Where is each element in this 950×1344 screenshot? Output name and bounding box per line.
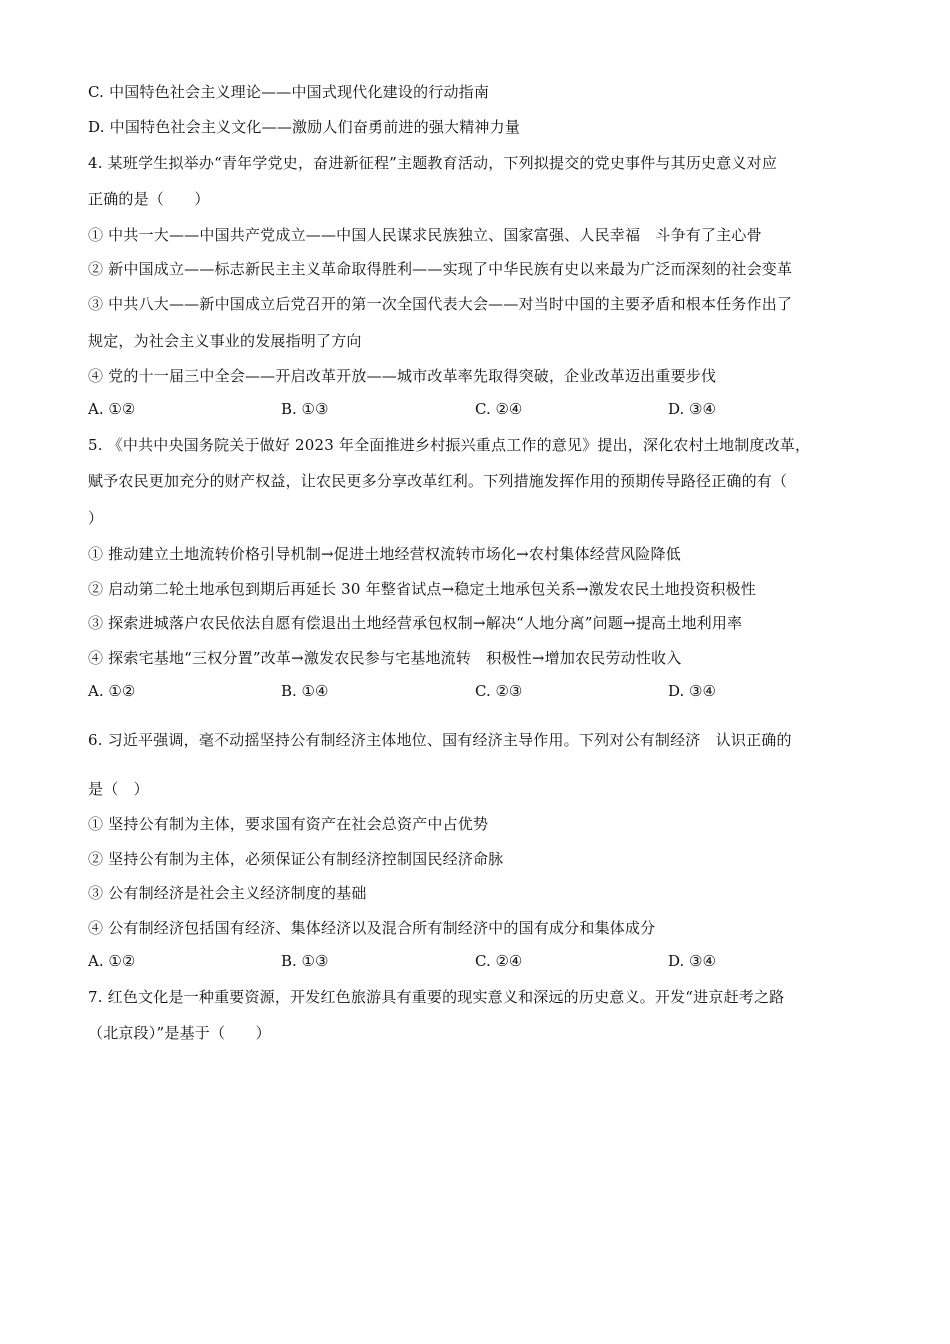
q5-item-2: ② 启动第二轮土地承包到期后再延长 30 年整省试点→稳定土地承包关系→激发农民土地投资积极性 xyxy=(88,580,756,598)
q6-option-c: C. ②④ xyxy=(475,952,523,970)
q4-item-2: ② 新中国成立——标志新民主主义革命取得胜利——实现了中华民族有史以来最为广泛而深刻的社会变革 xyxy=(88,260,793,278)
q5-option-d: D. ③④ xyxy=(668,682,716,700)
q4-stem-line1: 4. 某班学生拟举办“青年学党史，奋进新征程”主题教育活动，下列拟提交的党史事件与其历史意义对应 xyxy=(88,154,778,172)
q6-item-4: ④ 公有制经济包括国有经济、集体经济以及混合所有制经济中的国有成分和集体成分 xyxy=(88,919,656,937)
q4-item-4: ④ 党的十一届三中全会——开启改革开放——城市改革率先取得突破，企业改革迈出重要步伐 xyxy=(88,367,717,385)
q5-item-1: ① 推动建立土地流转价格引导机制→促进土地经营权流转市场化→农村集体经营风险降低 xyxy=(88,545,681,563)
q5-stem-line1: 5. 《中共中央国务院关于做好 2023 年全面推进乡村振兴重点工作的意见》提出，深化农村土地制度改革， xyxy=(88,436,811,454)
q4-option-b: B. ①③ xyxy=(281,400,329,418)
q6-option-a: A. ①② xyxy=(88,952,136,970)
q4-item-1: ① 中共一大——中国共产党成立——中国人民谋求民族独立、国家富强、人民幸福 斗争有了主心骨 xyxy=(88,226,762,244)
q6-option-d: D. ③④ xyxy=(668,952,716,970)
q4-option-d: D. ③④ xyxy=(668,400,716,418)
q5-option-c: C. ②③ xyxy=(475,682,523,700)
option-c-prev: C. 中国特色社会主义理论——中国式现代化建设的行动指南 xyxy=(88,83,490,101)
q4-item-3-line1: ③ 中共八大——新中国成立后党召开的第一次全国代表大会——对当时中国的主要矛盾和根本任务作出了 xyxy=(88,295,793,313)
q6-stem-line2: 是（ ） xyxy=(88,780,149,798)
q5-option-b: B. ①④ xyxy=(281,682,329,700)
q5-stem-line3: ） xyxy=(88,509,104,527)
q5-item-3: ③ 探索进城落户农民依法自愿有偿退出土地经营承包权制→解决“人地分离”问题→提高土地利用率 xyxy=(88,614,743,632)
option-d-prev: D. 中国特色社会主义文化——激励人们奋勇前进的强大精神力量 xyxy=(88,118,521,136)
q6-item-3: ③ 公有制经济是社会主义经济制度的基础 xyxy=(88,884,367,902)
q6-item-1: ① 坚持公有制为主体，要求国有资产在社会总资产中占优势 xyxy=(88,815,489,833)
q6-option-b: B. ①③ xyxy=(281,952,329,970)
q5-stem-line2: 赋予农民更加充分的财产权益，让农民更多分享改革红利。下列措施发挥作用的预期传导路径正确的有（ xyxy=(88,472,788,490)
q4-stem-line2: 正确的是（ ） xyxy=(88,190,210,208)
q4-option-c: C. ②④ xyxy=(475,400,523,418)
q6-item-2: ② 坚持公有制为主体，必须保证公有制经济控制国民经济命脉 xyxy=(88,850,504,868)
q7-stem-line2: （北京段）”是基于（ ） xyxy=(88,1024,271,1042)
q7-stem-line1: 7. 红色文化是一种重要资源，开发红色旅游具有重要的现实意义和深远的历史意义。开发“进京赶考之路 xyxy=(88,988,785,1006)
q4-item-3-line2: 规定，为社会主义事业的发展指明了方向 xyxy=(88,332,362,350)
q5-item-4: ④ 探索宅基地“三权分置”改革→激发农民参与宅基地流转 积极性→增加农民劳动性收入 xyxy=(88,649,682,667)
q5-option-a: A. ①② xyxy=(88,682,136,700)
q4-option-a: A. ①② xyxy=(88,400,136,418)
q6-stem-line1: 6. 习近平强调，毫不动摇坚持公有制经济主体地位、国有经济主导作用。下列对公有制经济 认识正确的 xyxy=(88,731,792,749)
